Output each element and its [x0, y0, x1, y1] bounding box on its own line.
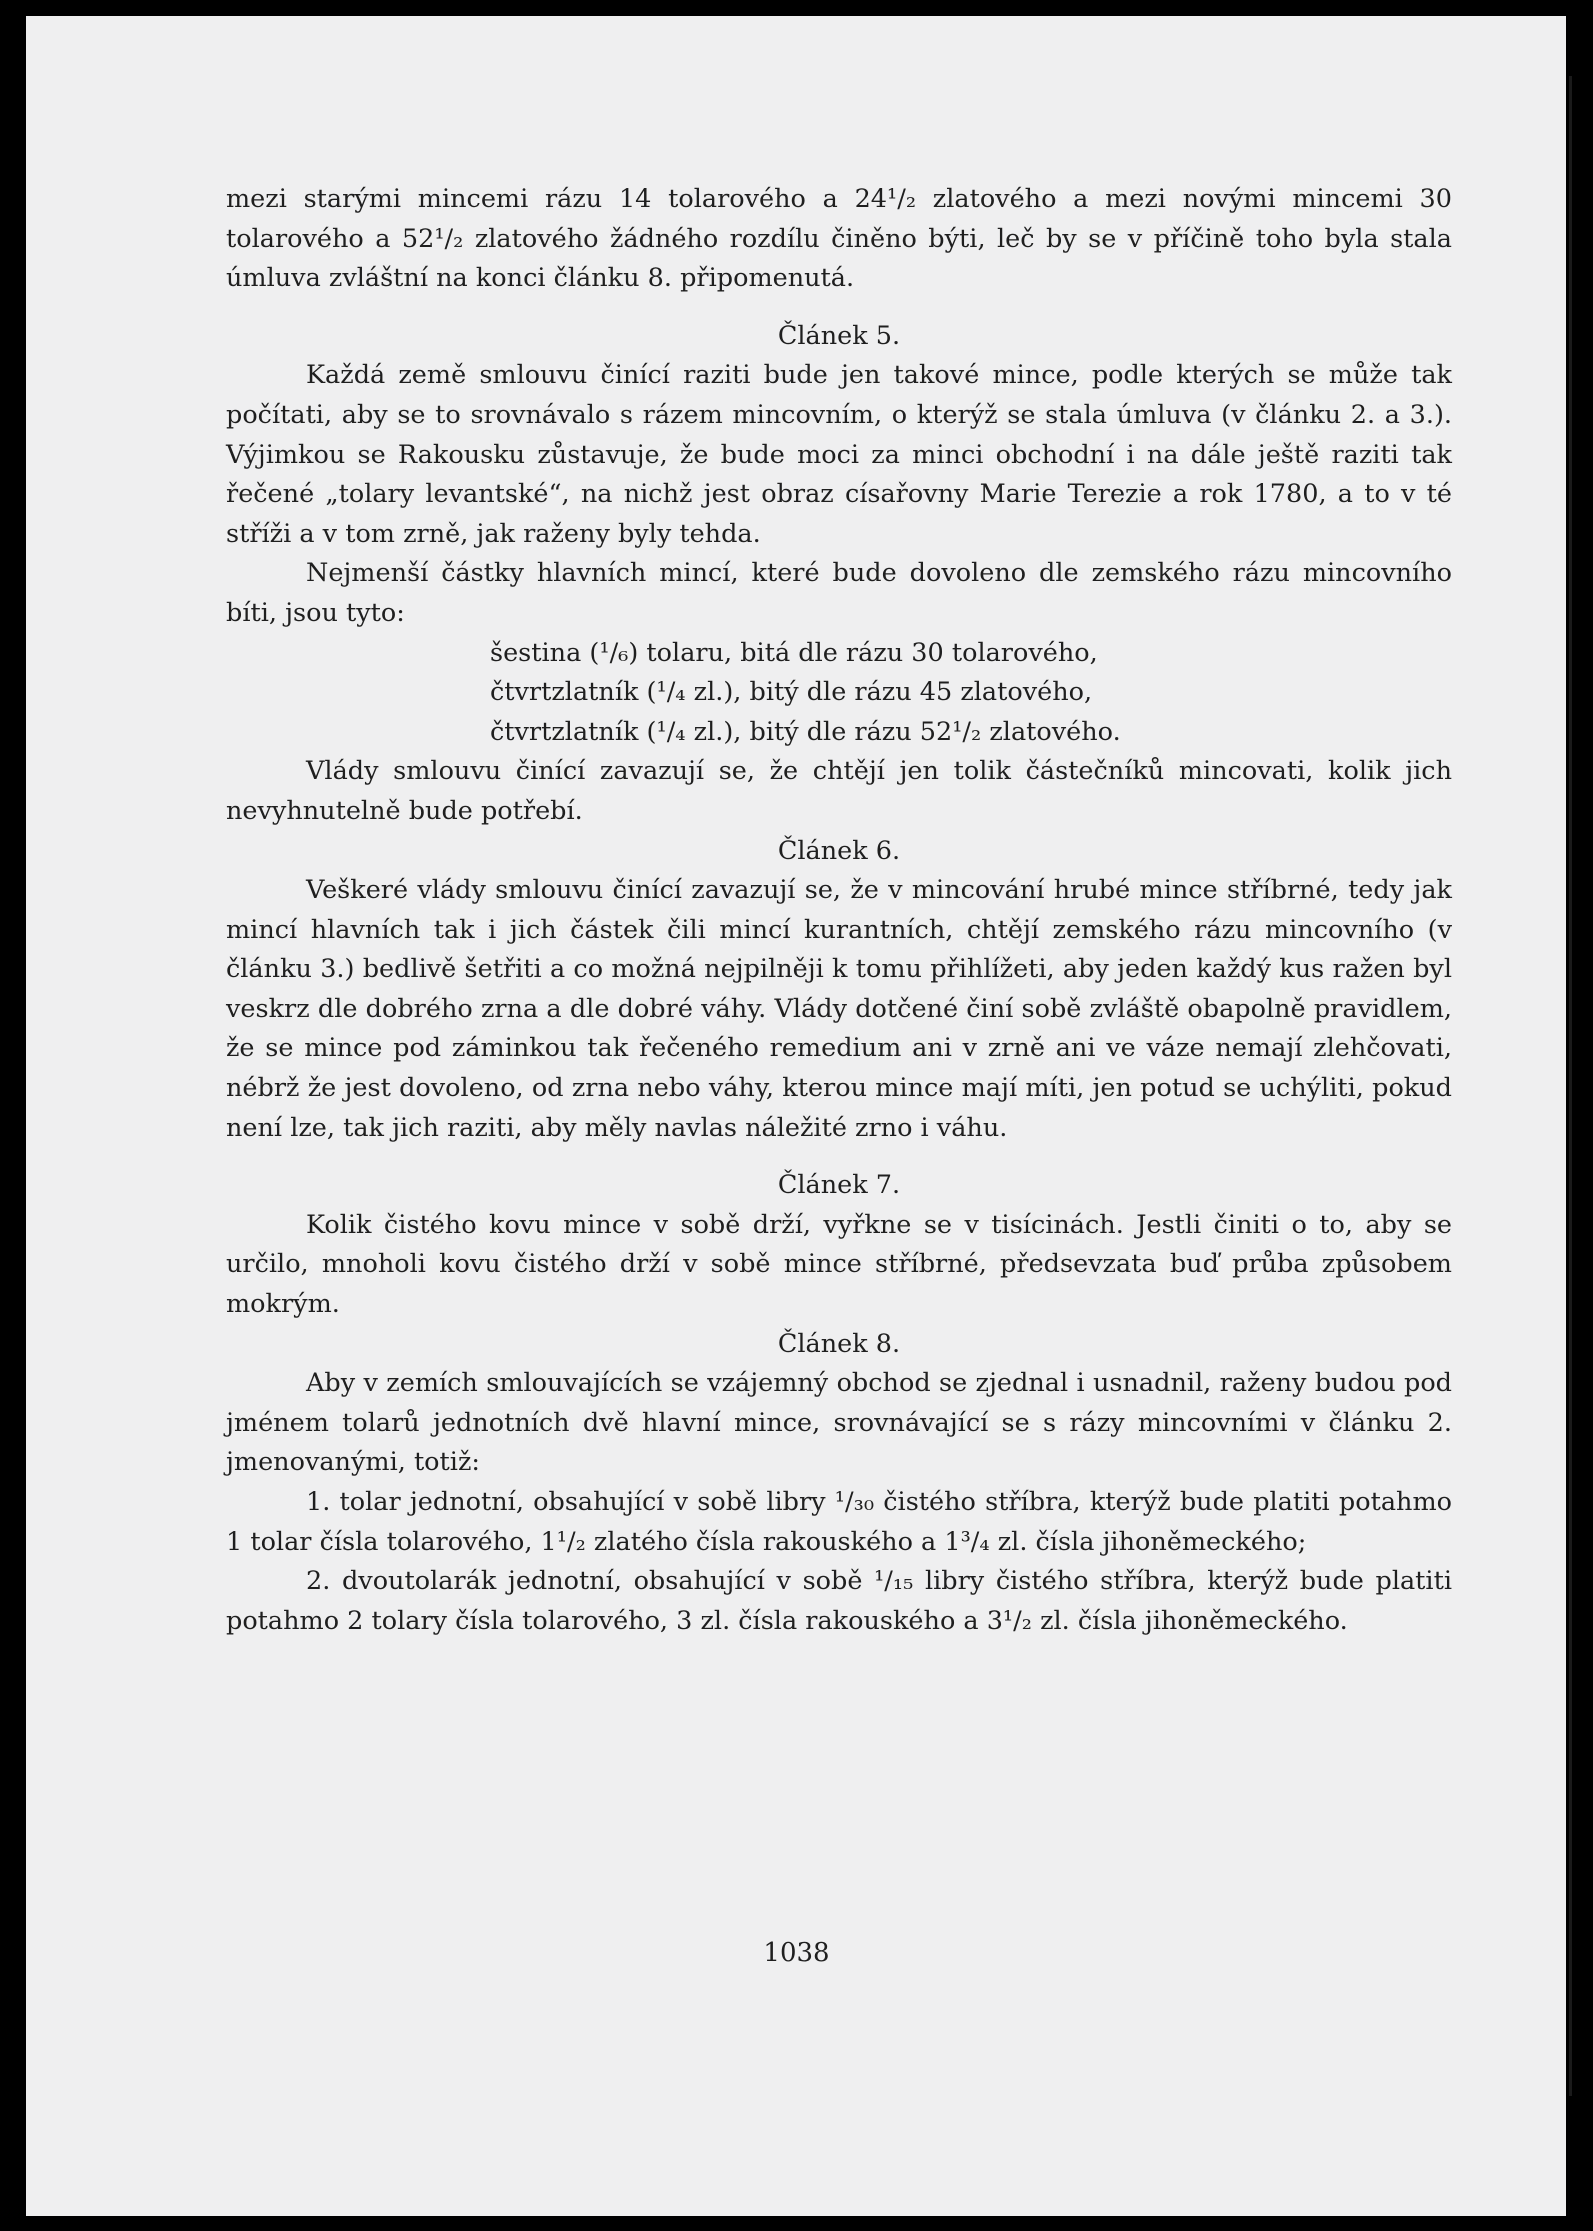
article-8-paragraph-1: Aby v zemích smlouvajících se vzájemný obchod se zjednal i usnadnil, raženy budou pod jménem tolarů jednotních dvě hlavní mince, srovnávající se s rázy mincovními v článku 2. jmenovanými, totiž:	[226, 1368, 1452, 1478]
article-8-paragraph-2: 1. tolar jednotní, obsahující v sobě libry ¹/₃₀ čistého stříbra, kterýž bude platiti potahmo 1 tolar čísla tolarového, 1¹/₂ zlatého čísla rakouského a 1³/₄ zl. čísla jihoněmeckého;	[226, 1487, 1452, 1557]
coin-list-item: šestina (¹/₆) tolaru, bitá dle rázu 30 tolarového,	[490, 637, 1098, 668]
article-6-paragraph-1: Veškeré vlády smlouvu činící zavazují se, že v mincování hrubé mince stříbrné, tedy jak mincí hlavních tak i jich částek čili mincí kurantních, chtějí zemského rázu mincovního (v článku 3.) bedlivě šetřiti a co možná nejpilněji k tomu přihlížeti, aby jeden každý kus ražen byl veskrz dle dobrého zrna a dle dobré váhy. Vlády dotčené činí sobě zvláště obapolně pravidlem, že se mince pod záminkou tak řečeného remedium ani v zrně ani ve váze nemají zlehčovati, nébrž že jest dovoleno, od zrna nebo váhy, kterou mince mají míti, jen potud se uchýliti, pokud není lze, tak jich raziti, aby měly navlas náležité zrno i váhu.	[226, 875, 1452, 1143]
article-7-heading: Článek 7.	[777, 1170, 901, 1201]
coin-list-item: čtvrtzlatník (¹/₄ zl.), bitý dle rázu 45 zlatového,	[490, 677, 1093, 708]
article-8-heading: Článek 8.	[777, 1328, 901, 1359]
page-body	[226, 180, 1452, 1641]
article-5-heading: Článek 5.	[777, 320, 901, 351]
article-6-heading: Článek 6.	[777, 835, 901, 866]
coin-list-item: čtvrtzlatník (¹/₄ zl.), bitý dle rázu 52¹/₂ zlatového.	[490, 716, 1121, 747]
article-5-paragraph-2: Nejmenší částky hlavních mincí, které bude dovoleno dle zemského rázu mincovního bíti, jsou tyto:	[226, 558, 1452, 628]
page-number: 1038	[763, 1938, 830, 1968]
article-8-paragraph-3: 2. dvoutolarák jednotní, obsahující v sobě ¹/₁₅ libry čistého stříbra, kterýž bude platiti potahmo 2 tolary čísla tolarového, 3 zl. čísla rakouského a 3¹/₂ zl. čísla jihoněmeckého.	[226, 1566, 1452, 1636]
intro-paragraph: mezi starými mincemi rázu 14 tolarového a 24¹/₂ zlatového a mezi novými mincemi 30 tolarového a 52¹/₂ zlatového žádného rozdílu činěno býti, leč by se v příčině toho byla stala úmluva zvláštní na konci článku 8. připomenutá.	[226, 184, 1452, 294]
article-7-paragraph-1: Kolik čistého kovu mince v sobě drží, vyřkne se v tisícinách. Jestli činiti o to, aby se určilo, mnoholi kovu čistého drží v sobě mince stříbrné, předsevzata buď průba způsobem mokrým.	[226, 1209, 1452, 1320]
article-5-paragraph-1: Každá země smlouvu činící raziti bude jen takové mince, podle kterých se může tak počítati, aby se to srovnávalo s rázem mincovním, o kterýž se stala úmluva (v článku 2. a 3.). Výjimkou se Rakousku zůstavuje, že bude moci za minci obchodní i na dále ještě raziti tak řečené „tolary levantské“, na nichž jest obraz císařovny Marie Terezie a rok 1780, a to v té stříži a v tom zrně, jak raženy byly tehda.	[226, 360, 1452, 549]
binding-edge	[1569, 76, 1572, 2096]
article-5-paragraph-3: Vlády smlouvu činící zavazují se, že chtějí jen tolik částečníků mincovati, kolik jich nevyhnutelně bude potřebí.	[226, 756, 1452, 826]
